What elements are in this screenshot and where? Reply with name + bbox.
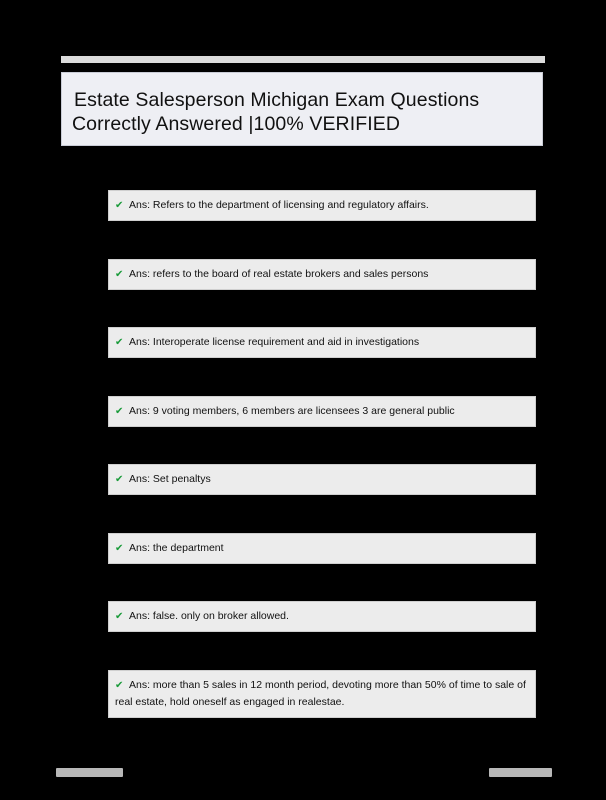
answer-text: Ans: Set penaltys	[129, 473, 211, 485]
answer-box	[108, 396, 536, 427]
check-icon: ✔	[115, 406, 124, 417]
answer-box	[108, 327, 536, 358]
answer-text: Ans: the department	[129, 542, 224, 554]
check-icon: ✔	[115, 269, 124, 280]
top-divider	[61, 56, 545, 63]
check-icon: ✔	[115, 474, 124, 485]
document-title-line-1: Estate Salesperson Michigan Exam Questions	[74, 89, 480, 111]
document-title-line-2: Correctly Answered |100% VERIFIED	[72, 113, 401, 135]
check-icon: ✔	[115, 337, 124, 348]
answer-text: Ans: refers to the board of real estate brokers and sales persons	[129, 268, 429, 280]
footer-watermark-left	[56, 768, 123, 777]
answer-text: Ans: Refers to the department of licensing and regulatory affairs.	[129, 199, 429, 211]
check-icon: ✔	[115, 611, 124, 622]
answer-box	[108, 259, 536, 290]
check-icon: ✔	[115, 680, 124, 691]
answer-box	[108, 190, 536, 221]
answer-box	[108, 601, 536, 632]
footer-watermark-right	[489, 768, 552, 777]
document-title-box	[61, 72, 543, 146]
answer-text: Ans: more than 5 sales in 12 month period, devoting more than 50% of time to sale of real estate, hold oneself as engaged in realestae.	[115, 679, 526, 708]
answer-box	[108, 533, 536, 564]
answer-text: Ans: Interoperate license requirement and aid in investigations	[129, 336, 420, 348]
answer-text: Ans: false. only on broker allowed.	[129, 610, 289, 622]
answer-text: Ans: 9 voting members, 6 members are licensees 3 are general public	[129, 405, 455, 417]
check-icon: ✔	[115, 543, 124, 554]
answer-box	[108, 464, 536, 495]
answer-box	[108, 670, 536, 718]
check-icon: ✔	[115, 200, 124, 211]
